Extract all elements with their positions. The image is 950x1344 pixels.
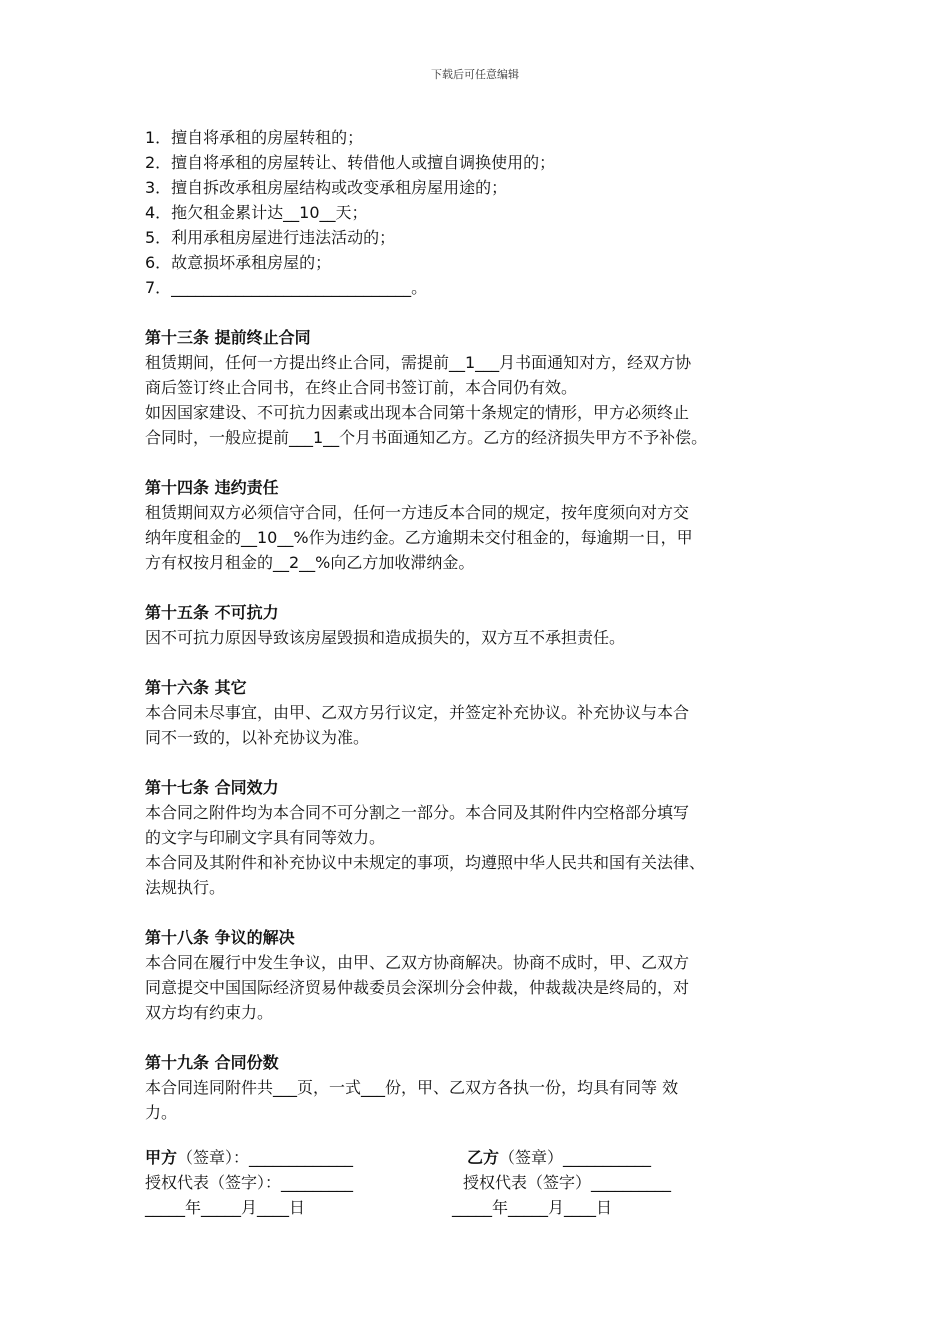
party-row xyxy=(145,1145,825,1170)
party-b-signature xyxy=(467,1145,651,1170)
article-text: 同不一致的，以补充协议为准。 xyxy=(145,728,370,747)
article-text: 合同时，一般应提前___1__个月书面通知乙方。乙方的经济损失甲方不予补偿。 xyxy=(145,428,708,447)
article-heading: 第十四条 违约责任 xyxy=(145,478,279,497)
article-text: 的文字与印刷文字具有同等效力。 xyxy=(145,828,386,847)
article-text: 租赁期间，任何一方提出终止合同，需提前__1___月书面通知对方，经双方协 xyxy=(145,353,692,372)
article-heading: 第十六条 其它 xyxy=(145,678,247,697)
article-text: 本合同在履行中发生争议，由甲、乙双方协商解决。协商不成时，甲、乙双方 xyxy=(145,953,690,972)
article-text: 本合同连同附件共___页，一式___份，甲、乙双方各执一份，均具有同等 效 xyxy=(145,1078,679,1097)
article-15 xyxy=(145,600,825,650)
list-item: 4．拖欠租金累计达__10__天； xyxy=(145,203,368,222)
article-text: 本合同未尽事宜，由甲、乙双方另行议定，并签定补充协议。补充协议与本合 xyxy=(145,703,690,722)
page-header: 下载后可任意编辑 xyxy=(431,68,519,81)
article-text: 同意提交中国国际经济贸易仲裁委员会深圳分会仲裁，仲裁裁决是终局的，对 xyxy=(145,978,690,997)
article-text: 本合同及其附件和补充协议中未规定的事项，均遵照中华人民共和国有关法律、 xyxy=(145,853,706,872)
party-b-label: 乙方 xyxy=(467,1148,500,1167)
article-text: 因不可抗力原因导致该房屋毁损和造成损失的，双方互不承担责任。 xyxy=(145,628,626,647)
party-b-representative: 授权代表（签字）__________ xyxy=(463,1173,672,1192)
article-17 xyxy=(145,775,825,900)
article-16 xyxy=(145,675,825,750)
list-item: 6．故意损坏承租房屋的； xyxy=(145,253,332,272)
party-b-field: （签章）___________ xyxy=(499,1148,652,1167)
article-text: 力。 xyxy=(145,1103,178,1122)
article-heading: 第十五条 不可抗力 xyxy=(145,603,279,622)
article-text: 双方均有约束力。 xyxy=(145,1003,274,1022)
party-a-representative: 授权代表（签字）：_________ xyxy=(145,1173,354,1192)
article-14 xyxy=(145,475,825,575)
party-a-signature xyxy=(145,1145,353,1170)
list-item: 5．利用承租房屋进行违法活动的； xyxy=(145,228,396,247)
party-a-date: _____年_____月____日 xyxy=(145,1198,306,1217)
signature-block xyxy=(145,1145,825,1220)
termination-list xyxy=(145,125,825,300)
article-text: 本合同之附件均为本合同不可分割之一部分。本合同及其附件内空格部分填写 xyxy=(145,803,690,822)
list-item: 1．擅自将承租的房屋转租的； xyxy=(145,128,364,147)
article-19 xyxy=(145,1050,825,1125)
date-row xyxy=(145,1195,825,1220)
contract-body xyxy=(145,125,825,1125)
list-item: 7．______________________________。 xyxy=(145,278,428,297)
article-18 xyxy=(145,925,825,1025)
representative-row xyxy=(145,1170,825,1195)
list-item: 2．擅自将承租的房屋转让、转借他人或擅自调换使用的； xyxy=(145,153,556,172)
party-b-date: _____年_____月____日 xyxy=(452,1198,613,1217)
article-heading: 第十九条 合同份数 xyxy=(145,1053,279,1072)
party-a-label: 甲方 xyxy=(145,1148,178,1167)
party-a-field: （签章）：_____________ xyxy=(177,1148,354,1167)
article-text: 纳年度租金的__10__%作为违约金。乙方逾期未交付租金的，每逾期一日，甲 xyxy=(145,528,693,547)
article-13 xyxy=(145,325,825,450)
article-text: 商后签订终止合同书，在终止合同书签订前，本合同仍有效。 xyxy=(145,378,578,397)
article-text: 租赁期间双方必须信守合同，任何一方违反本合同的规定，按年度须向对方交 xyxy=(145,503,690,522)
list-item: 3．擅自拆改承租房屋结构或改变承租房屋用途的； xyxy=(145,178,508,197)
article-heading: 第十三条 提前终止合同 xyxy=(145,328,311,347)
article-heading: 第十七条 合同效力 xyxy=(145,778,279,797)
article-text: 方有权按月租金的__2__%向乙方加收滞纳金。 xyxy=(145,553,475,572)
article-text: 法规执行。 xyxy=(145,878,226,897)
article-heading: 第十八条 争议的解决 xyxy=(145,928,295,947)
article-text: 如因国家建设、不可抗力因素或出现本合同第十条规定的情形，甲方必须终止 xyxy=(145,403,690,422)
